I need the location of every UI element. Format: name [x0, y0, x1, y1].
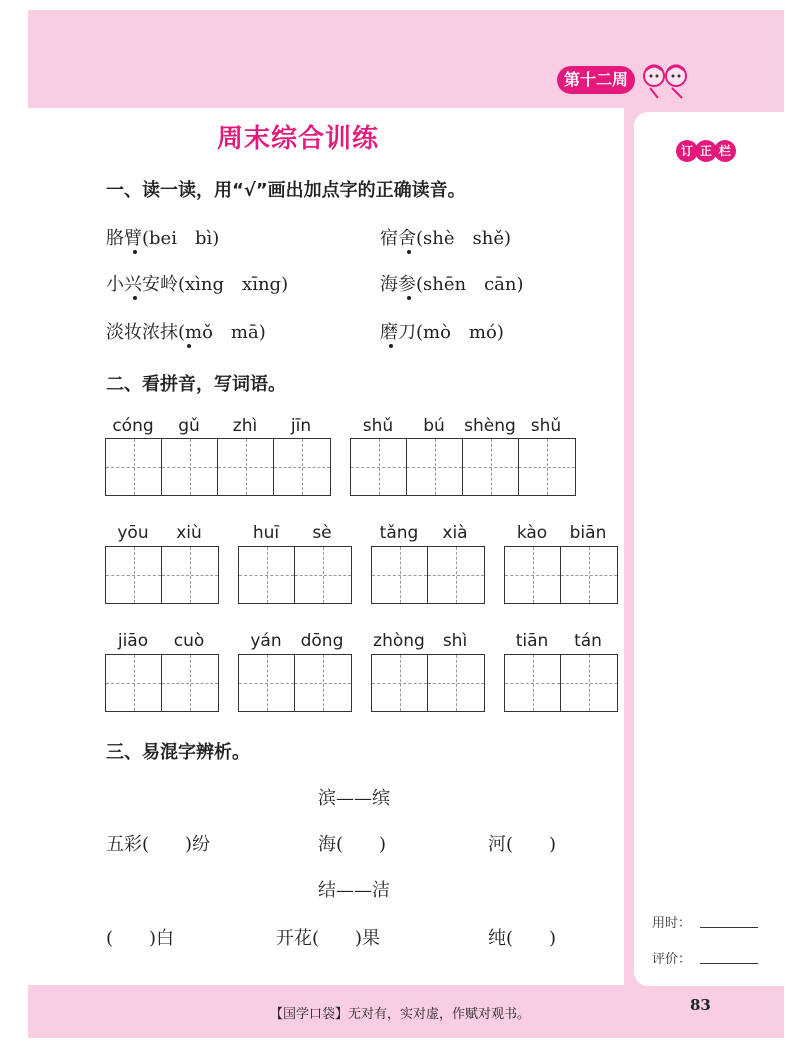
correction-char: 订 — [676, 140, 698, 162]
fill-blank-item[interactable]: ( )白 — [106, 928, 175, 949]
emphasis-dot — [407, 296, 411, 300]
writing-grid[interactable] — [371, 546, 485, 604]
pinyin-label: sè — [312, 523, 332, 543]
section3-heading: 三、易混字辨析。 — [106, 742, 250, 763]
pinyin-label: shèng — [464, 416, 516, 436]
pinyin-label: kào — [516, 523, 548, 543]
correction-char: 正 — [695, 140, 717, 162]
pinyin-label: tǎng — [379, 523, 419, 543]
score-label: 评价： — [652, 952, 692, 967]
char-pair-title: 滨——缤 — [318, 788, 390, 809]
score-field[interactable] — [700, 963, 758, 964]
writing-grid[interactable] — [238, 546, 352, 604]
footer-quote: 【国学口袋】无对有，实对虚，作赋对观书。 — [269, 1007, 530, 1022]
pinyin-label: xià — [442, 523, 468, 543]
writing-grid[interactable] — [350, 438, 576, 496]
writing-grid[interactable] — [105, 546, 219, 604]
pinyin-label: cóng — [112, 416, 154, 436]
pinyin-label: dōng — [300, 631, 344, 651]
emphasis-dot — [389, 344, 393, 348]
question-item: 小兴安岭(xìng xīng) — [106, 274, 289, 295]
time-label: 用时： — [652, 916, 692, 931]
question-item: 海参(shēn cān) — [380, 274, 524, 295]
pinyin-label: zhì — [232, 416, 258, 436]
writing-grid[interactable] — [105, 438, 331, 496]
char-pair-title: 结——洁 — [318, 880, 390, 901]
writing-grid[interactable] — [238, 654, 352, 712]
fill-blank-item[interactable]: 开花( )果 — [276, 928, 381, 949]
side-panel — [634, 112, 784, 986]
pinyin-label: jīn — [290, 416, 312, 436]
question-item: 磨刀(mò mó) — [380, 322, 504, 343]
section1-heading: 一、读一读，用“√”画出加点字的正确读音。 — [106, 180, 466, 201]
emphasis-dot — [133, 250, 137, 254]
fill-blank-item[interactable]: 河( ) — [488, 834, 557, 855]
fill-blank-item[interactable]: 海( ) — [318, 834, 387, 855]
emphasis-dot — [407, 250, 411, 254]
page-title: 周末综合训练 — [216, 124, 379, 154]
correction-char: 栏 — [714, 140, 736, 162]
pinyin-label: shǔ — [362, 416, 394, 436]
time-field[interactable] — [700, 927, 758, 928]
fill-blank-item[interactable]: 纯( ) — [488, 928, 557, 949]
section2-heading: 二、看拼音，写词语。 — [106, 374, 286, 395]
question-item: 宿舍(shè shě) — [380, 228, 512, 249]
pinyin-label: cuò — [173, 631, 205, 651]
pinyin-label: tán — [574, 631, 602, 651]
question-item: 淡妆浓抹(mǒ mā) — [106, 322, 266, 343]
fill-blank-item[interactable]: 五彩( )纷 — [106, 834, 211, 855]
pinyin-label: yán — [250, 631, 282, 651]
question-item: 胳臂(bei bì) — [106, 228, 220, 249]
correction-column-label — [676, 140, 736, 162]
emphasis-dot — [133, 296, 137, 300]
writing-grid[interactable] — [504, 654, 618, 712]
mascot-icon — [638, 60, 698, 100]
page-number: 83 — [690, 996, 711, 1014]
pinyin-label: huī — [252, 523, 280, 543]
pinyin-label: xiù — [176, 523, 202, 543]
writing-grid[interactable] — [504, 546, 618, 604]
pinyin-label: biān — [569, 523, 607, 543]
pinyin-label: tiān — [515, 631, 549, 651]
writing-grid[interactable] — [371, 654, 485, 712]
emphasis-dot — [187, 344, 191, 348]
writing-grid[interactable] — [105, 654, 219, 712]
pinyin-label: zhòng — [373, 631, 425, 651]
pinyin-label: shì — [442, 631, 468, 651]
pinyin-label: gǔ — [178, 416, 200, 436]
week-badge: 第十二周 — [557, 66, 635, 94]
pinyin-label: bú — [423, 416, 445, 436]
pinyin-label: yōu — [117, 523, 149, 543]
pinyin-label: jiāo — [117, 631, 149, 651]
pinyin-label: shǔ — [530, 416, 562, 436]
